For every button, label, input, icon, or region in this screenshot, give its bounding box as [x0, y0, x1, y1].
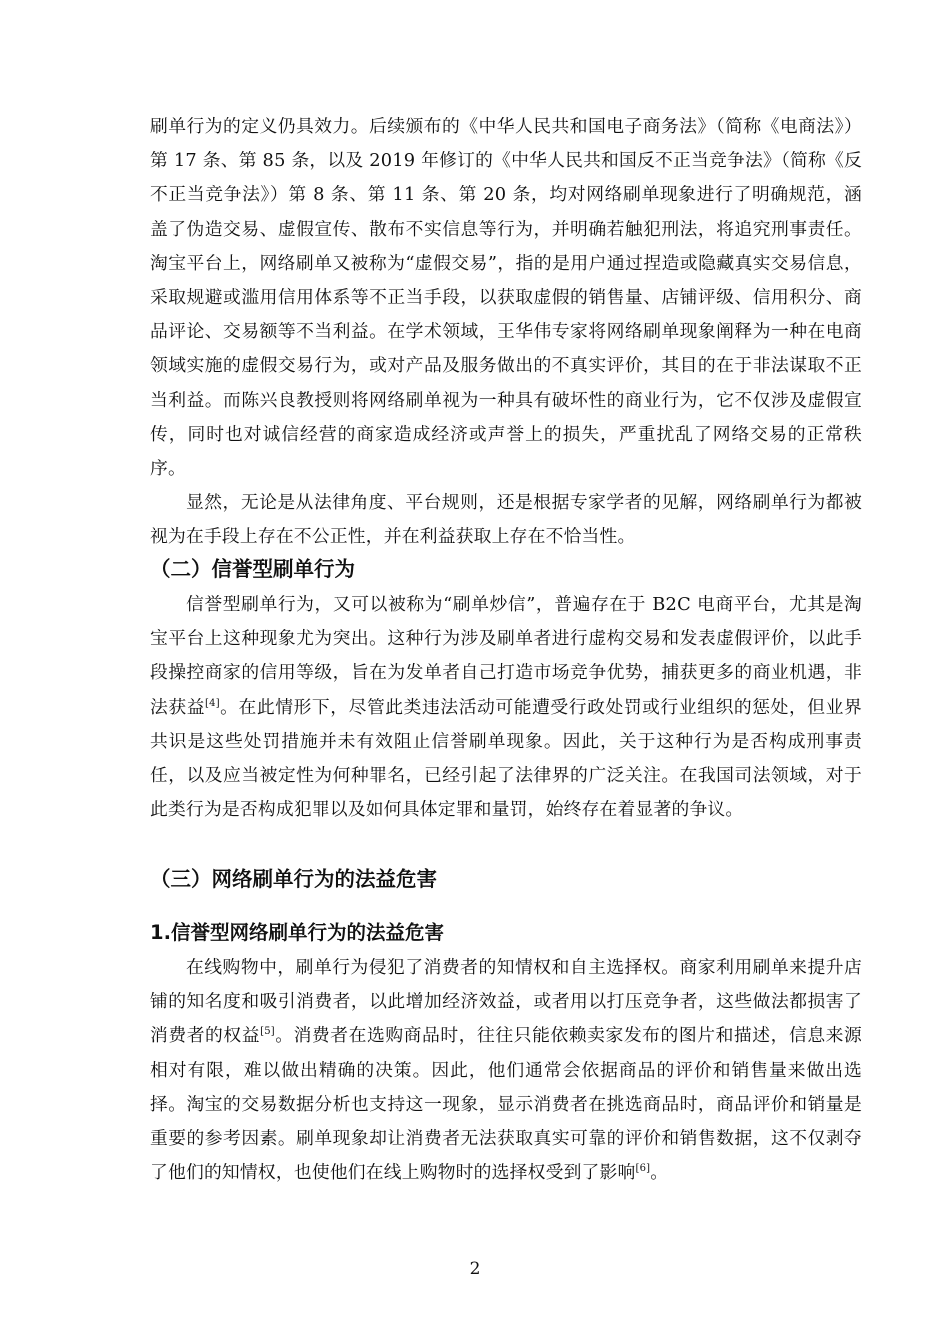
paragraph-text: 在线购物中，刷单行为侵犯了消费者的知情权和自主选择权。商家利用刷单来提升店铺的知名度和吸引消费者，以此增加经济效益，或者用以打压竞争者，这些做法都损害了消费者的权益: [150, 957, 862, 1047]
paragraph-text: 。在此情形下，尽管此类违法活动可能遭受行政处罚或行业组织的惩处，但业界共识是这些处罚措施并未有效阻止信誉刷单现象。因此，关于这种行为是否构成刑事责任，以及应当被定性为何种罪名，已经引起了法律界的广泛关注。在我国司法领域，对于此类行为是否构成犯罪以及如何具体定罪和量罚，始终存在着显著的争议。: [150, 696, 862, 821]
paragraph-summary: 显然，无论是从法律角度、平台规则，还是根据专家学者的见解，网络刷单行为都被视为在手段上存在不公正性，并在利益获取上存在不恰当性。: [150, 492, 862, 548]
paragraph-credit-brushing: [150, 588, 862, 827]
page-number: 2: [469, 1259, 481, 1279]
continued-section-text: [150, 110, 862, 555]
subsection-heading-credit-harm: 1.信誉型网络刷单行为的法益危害: [150, 921, 444, 944]
citation-ref: [5]: [260, 1026, 275, 1038]
legal-harm-text: [150, 951, 862, 1190]
paragraph-legal-harm: [150, 951, 862, 1190]
section-heading-credit-brushing: （二）信誉型刷单行为: [150, 557, 355, 581]
paragraph-continued: 刷单行为的定义仍具效力。后续颁布的《中华人民共和国电子商务法》（简称《电商法》）第 17 条、第 85 条，以及 2019 年修订的《中华人民共和国反不正当竞争法》（简称《反不正当竞争法》）第 8 条、第 11 条、第 20 条，均对网络刷单现象进行了明确规范，涵盖了伪造交易、虚假宣传、散布不实信息等行为，并明确若触犯刑法，将追究刑事责任。淘宝平台上，网络刷单又被称为“虚假交易”，指的是用户通过捏造或隐藏真实交易信息，采取规避或滥用信用体系等不正当手段，以获取虚假的销售量、店铺评级、信用积分、商品评论、交易额等不当利益。在学术领域，王华伟专家将网络刷单现象阐释为一种在电商领域实施的虚假交易行为，或对产品及服务做出的不真实评价，其目的在于非法谋取不正当利益。而陈兴良教授则将网络刷单视为一种具有破坏性的商业行为，它不仅涉及虚假宣传，同时也对诚信经营的商家造成经济或声誉上的损失，严重扰乱了网络交易的正常秩序。: [150, 116, 862, 480]
citation-ref: [6]: [635, 1163, 651, 1175]
credit-brushing-text: [150, 588, 862, 827]
paragraph-text: 。消费者在选购商品时，往往只能依赖卖家发布的图片和描述，信息来源相对有限，难以做出精确的决策。因此，他们通常会依据商品的评价和销售量来做出选择。淘宝的交易数据分析也支持这一现象，显示消费者在挑选商品时，商品评价和销量是重要的参考因素。刷单现象却让消费者无法获取真实可靠的评价和销售数据，这不仅剥夺了他们的知情权，也使他们在线上购物时的选择权受到了影响: [150, 1025, 862, 1184]
section-heading-legal-harm: （三）网络刷单行为的法益危害: [150, 867, 437, 891]
paragraph-text: 信誉型刷单行为，又可以被称为“刷单炒信”，普遍存在于 B2C 电商平台，尤其是淘宝平台上这种现象尤为突出。这种行为涉及刷单者进行虚构交易和发表虚假评价，以此手段操控商家的信用等级，旨在为发单者自己打造市场竞争优势，捕获更多的商业机遇，非法获益: [150, 594, 862, 718]
citation-ref: [4]: [205, 697, 220, 709]
paragraph-text: 。: [650, 1162, 669, 1184]
